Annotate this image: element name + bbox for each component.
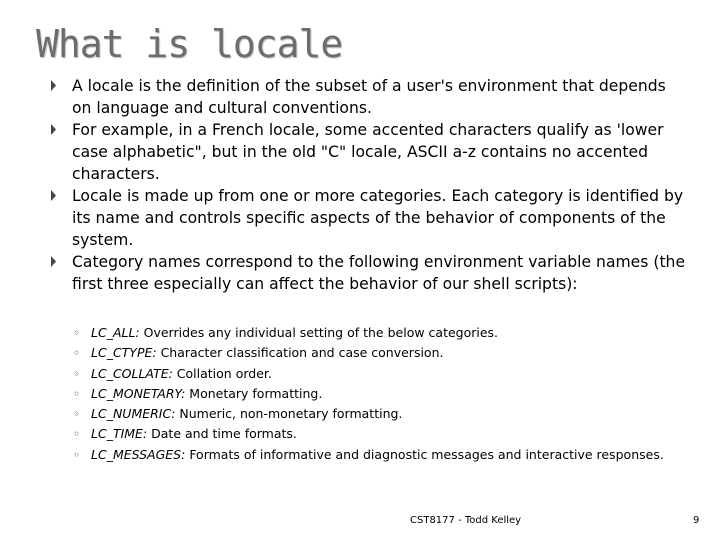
sub-bullet-marker-icon: ◦ [73,326,81,340]
bullet-marker-icon [50,122,58,137]
sub-bullet-term: LC_MESSAGES: [91,446,186,462]
sub-bullet-term: LC_MONETARY: [91,385,186,401]
sub-bullet-item [73,343,673,363]
sub-bullet-item [73,323,673,343]
bullet-marker-icon [50,254,58,269]
bullet-text: A locale is the definition of the subset of a user's environment that depends on language and cultural conventions. [72,77,666,117]
sub-bullet-item [73,384,673,404]
sub-bullet-marker-icon: ◦ [73,386,81,401]
sub-bullet-marker-icon: ◦ [73,427,81,442]
sub-bullet-item [73,364,673,384]
bullet-marker-icon [50,78,58,93]
bullet-text: Locale is made up from one or more categories. Each category is identified by its name and controls specific aspects of the behavior of components of the system. [72,187,684,249]
sub-bullet-marker-icon: ◦ [73,366,81,381]
sub-bullet-desc: Collation order. [172,365,272,381]
bullet-text: Category names correspond to the following environment variable names (the first three especially can affect the behavior of our shell scripts): [72,253,686,293]
sub-bullet-item [73,404,673,424]
sub-bullet-term: LC_CTYPE: [91,345,157,361]
sub-bullet-term: LC_TIME: [91,426,148,442]
sub-bullet-term: LC_COLLATE: [91,365,173,381]
sub-bullet-list [73,323,673,465]
bullet-item [50,185,690,251]
bullet-text: For example, in a French locale, some accented characters qualify as 'lower case alphabetic", but in the old "C" locale, ASCII a-z contains no accented characters. [72,121,664,183]
sub-bullet-desc: Monetary formatting. [185,385,323,401]
bullet-item [50,119,690,185]
sub-bullet-desc: Formats of informative and diagnostic messages and interactive responses. [185,446,664,462]
sub-bullet-item [73,445,673,465]
sub-bullet-marker-icon: ◦ [73,447,81,462]
sub-bullet-term: LC_ALL: [91,325,140,340]
sub-bullet-desc: Date and time formats. [147,426,297,442]
slide-footer: CST8177 - Todd Kelley [410,515,522,526]
page-number: 9 [693,515,700,526]
sub-bullet-desc: Numeric, non-monetary formatting. [175,406,403,422]
sub-bullet-marker-icon: ◦ [73,407,81,422]
slide-title: What is locale [36,22,343,66]
bullet-item [50,251,690,295]
sub-bullet-desc: Character classification and case conversion. [156,345,444,361]
sub-bullet-desc: Overrides any individual setting of the below categories. [139,325,499,340]
sub-bullet-marker-icon: ◦ [73,346,81,361]
sub-bullet-item [73,424,673,444]
bullet-marker-icon [50,188,58,203]
sub-bullet-term: LC_NUMERIC: [91,406,176,422]
bullet-item [50,75,690,119]
bullet-list [50,75,690,295]
